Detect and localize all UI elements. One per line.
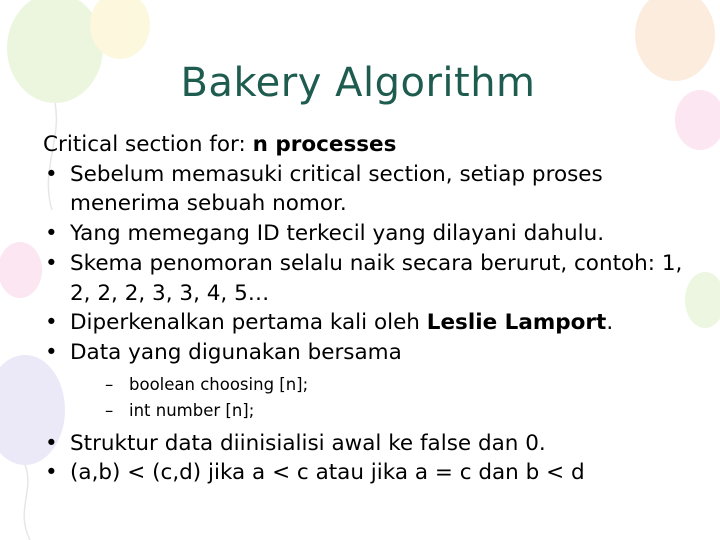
intro-line bbox=[43, 130, 703, 160]
bullet-item-2: • Yang memegang ID terkecil yang dilayani dahulu. bbox=[43, 219, 703, 249]
bullet-item-1: • Sebelum memasuki critical section, setiap proses menerima sebuah nomor. bbox=[43, 160, 703, 219]
bullet-item-6: • Struktur data diinisialisi awal ke false dan 0. bbox=[43, 429, 703, 459]
bullet-4-suffix: . bbox=[606, 310, 614, 336]
slide-title: Bakery Algorithm bbox=[180, 60, 536, 106]
bullet-item-7: • (a,b) < (c,d) jika a < c atau jika a = c dan b < d bbox=[43, 458, 703, 488]
bullet-4-prefix: Diperkenalkan pertama kali oleh bbox=[70, 310, 427, 336]
sub-bullet-item-2: – int number [n]; bbox=[105, 398, 703, 425]
sub-bullet-list bbox=[70, 372, 703, 425]
balloon-pink-left bbox=[0, 242, 42, 298]
slide-content bbox=[43, 130, 703, 488]
bullet-item-3: • Skema penomoran selalu naik secara berurut, contoh: 1, 2, 2, 2, 3, 3, 4, 5… bbox=[43, 249, 703, 308]
bullet-list bbox=[43, 160, 703, 488]
bullet-item-5 bbox=[43, 338, 703, 425]
bullet-4-bold: Leslie Lamport bbox=[426, 310, 607, 336]
bullet-5-text: Data yang digunakan bersama bbox=[70, 339, 402, 365]
sub-bullet-item-1: – boolean choosing [n]; bbox=[105, 372, 703, 399]
intro-prefix: Critical section for: bbox=[43, 132, 253, 157]
bullet-item-4 bbox=[43, 308, 703, 338]
intro-bold: n processes bbox=[252, 132, 397, 157]
